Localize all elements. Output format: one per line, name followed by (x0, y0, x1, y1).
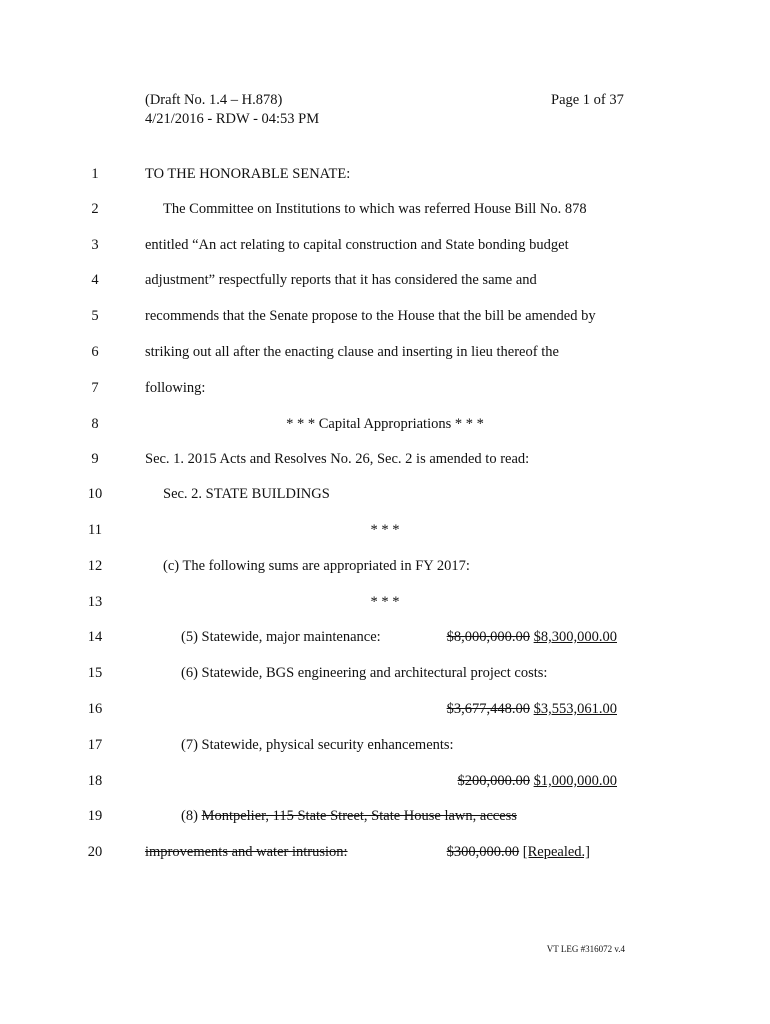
line-number: 16 (87, 701, 103, 717)
item-5-label: (5) Statewide, major maintenance: (181, 629, 381, 645)
inserted-amount: $1,000,000.00 (533, 773, 617, 789)
line-number: 15 (87, 665, 103, 681)
body-line-3: entitled “An act relating to capital construction and State bonding budget (145, 237, 569, 253)
page-number: Page 1 of 37 (551, 92, 624, 108)
line-number: 11 (88, 522, 102, 538)
sec-2-heading: Sec. 2. STATE BUILDINGS (163, 486, 330, 502)
elision-marker: * * * (370, 594, 400, 610)
line-number: 4 (91, 272, 99, 288)
line-number: 19 (87, 808, 103, 824)
elision-marker: * * * (370, 522, 400, 538)
deleted-text: improvements and water intrusion: (145, 844, 348, 860)
line-number: 1 (91, 166, 99, 182)
item-6-amounts (447, 701, 617, 718)
deleted-text: Montpelier, 115 State Street, State House lawn, access (201, 808, 517, 824)
body-line-7: following: (145, 380, 206, 396)
line-number: 18 (87, 773, 103, 789)
deleted-amount: $8,000,000.00 (446, 629, 530, 645)
line-number: 8 (91, 416, 99, 432)
draft-number: (Draft No. 1.4 – H.878) (145, 92, 283, 108)
inserted-amount: $3,553,061.00 (533, 701, 617, 717)
line-number: 12 (87, 558, 103, 574)
deleted-amount: $300,000.00 (446, 844, 520, 860)
body-line-2: The Committee on Institutions to which was referred House Bill No. 878 (163, 201, 587, 217)
line-number: 17 (87, 737, 103, 753)
line-number: 6 (91, 344, 99, 360)
line-number: 9 (91, 451, 99, 467)
line-number: 20 (87, 844, 103, 860)
item-8-label (181, 808, 517, 825)
salutation: TO THE HONORABLE SENATE: (145, 166, 351, 182)
deleted-amount: $3,677,448.00 (446, 701, 530, 717)
item-6-label: (6) Statewide, BGS engineering and architectural project costs: (181, 665, 548, 681)
body-line-9: Sec. 1. 2015 Acts and Resolves No. 26, Sec. 2 is amended to read: (145, 451, 530, 467)
body-line-5: recommends that the Senate propose to the House that the bill be amended by (145, 308, 596, 324)
body-line-4: adjustment” respectfully reports that it has considered the same and (145, 272, 537, 288)
inserted-text: [Repealed.] (522, 844, 590, 860)
line-number: 5 (91, 308, 99, 324)
date-line: 4/21/2016 - RDW - 04:53 PM (145, 111, 320, 127)
inserted-amount: $8,300,000.00 (533, 629, 617, 645)
body-line-6: striking out all after the enacting clause and inserting in lieu thereof the (145, 344, 559, 360)
item-8-number: (8) (181, 808, 198, 824)
line-number: 10 (87, 486, 103, 502)
line-number: 7 (91, 380, 99, 396)
item-5-amounts (447, 629, 617, 646)
line-number: 2 (91, 201, 99, 217)
deleted-amount: $200,000.00 (457, 773, 530, 789)
item-8-amounts (447, 844, 590, 861)
body-line-12: (c) The following sums are appropriated in FY 2017: (163, 558, 470, 574)
document-id-footer: VT LEG #316072 v.4 (546, 944, 625, 954)
line-number: 14 (87, 629, 103, 645)
item-7-amounts (458, 773, 618, 790)
line-number: 13 (87, 594, 103, 610)
item-7-label: (7) Statewide, physical security enhancements: (181, 737, 454, 753)
section-heading: * * * Capital Appropriations * * * (286, 416, 484, 432)
line-number: 3 (91, 237, 99, 253)
